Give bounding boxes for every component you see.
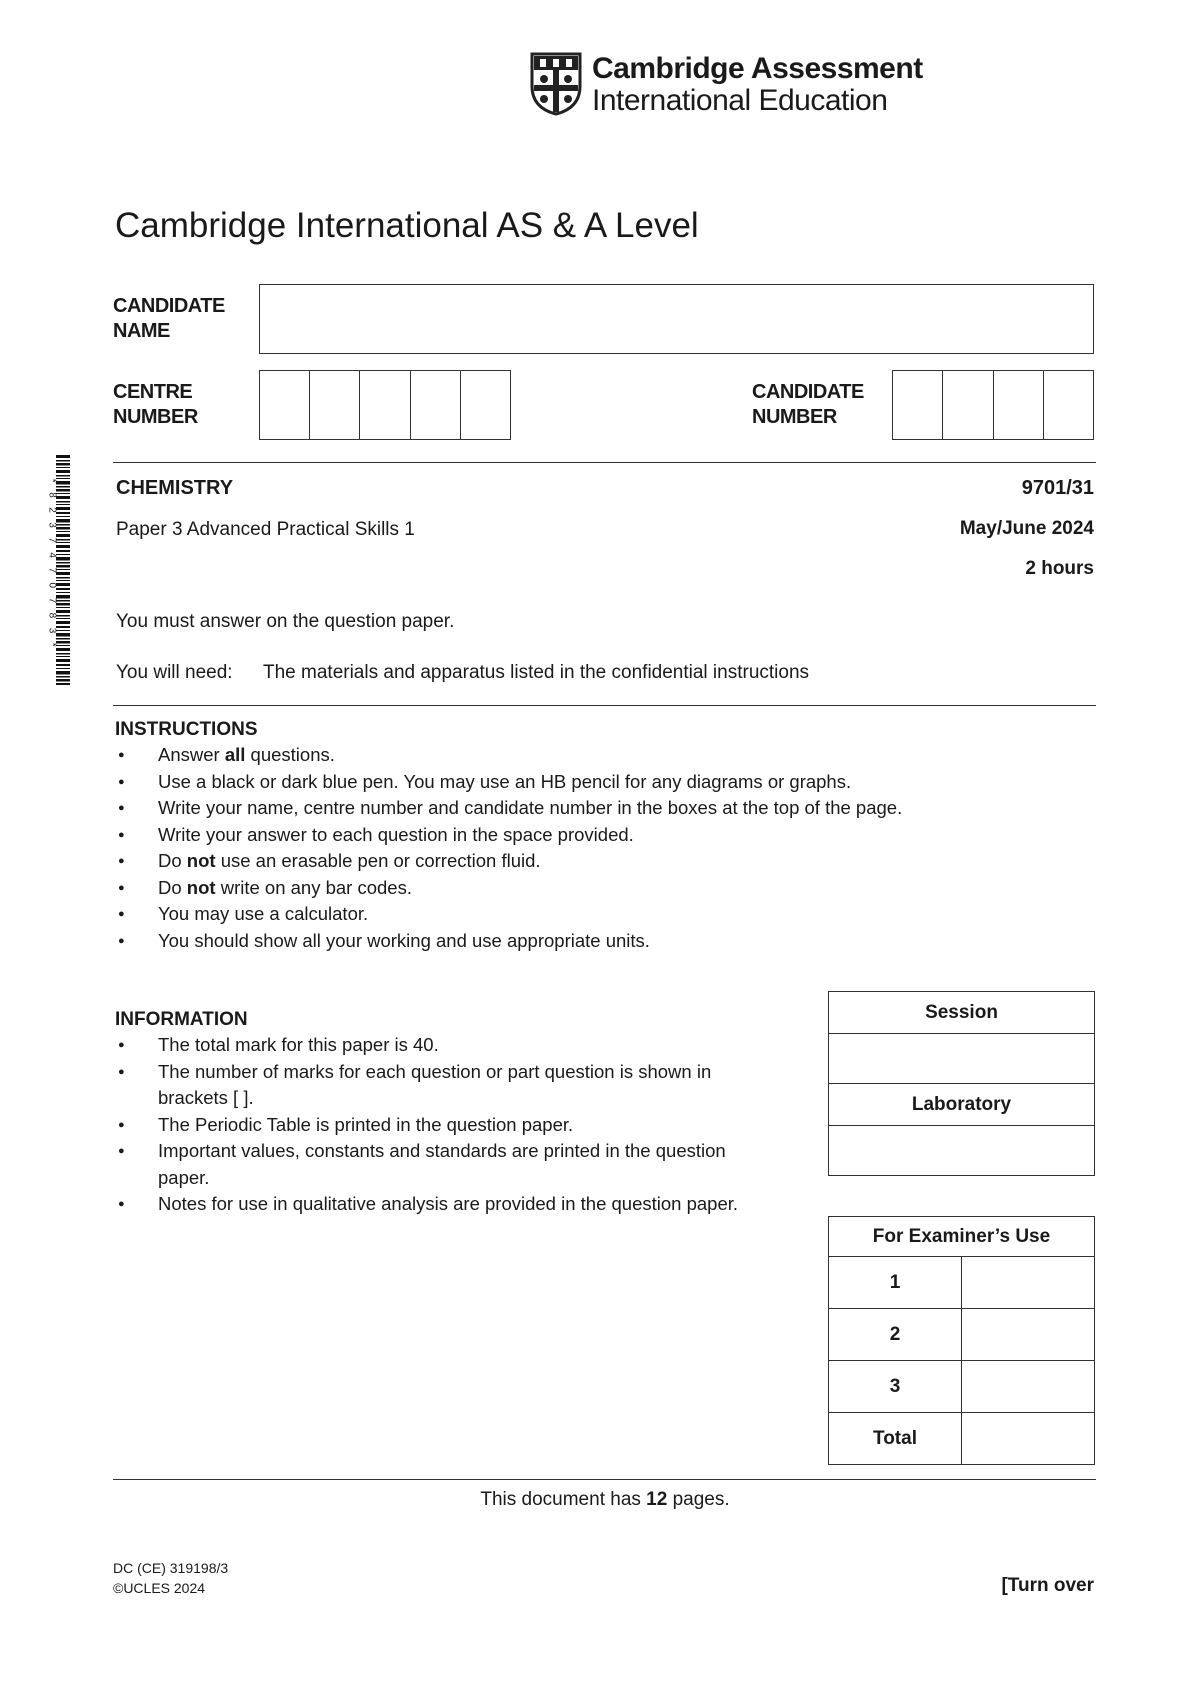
instruction-item xyxy=(115,769,1095,796)
centre-number-label xyxy=(113,380,198,430)
information-item: ● The total mark for this paper is 40. xyxy=(115,1032,775,1059)
candidate-number-label xyxy=(752,380,864,430)
examiner-use-heading: For Examiner’s Use xyxy=(829,1217,1095,1257)
centre-number-cell[interactable] xyxy=(310,371,360,439)
instruction-item xyxy=(115,875,1095,902)
instruction-text: questions. xyxy=(245,744,335,765)
page-count-note xyxy=(0,1488,1200,1512)
instruction-text: Write your answer to each question in the space provided. xyxy=(158,823,634,845)
instructions-section xyxy=(115,718,1095,954)
centre-number-cell[interactable] xyxy=(411,371,461,439)
instruction-text: You should show all your working and use appropriate units. xyxy=(158,929,650,951)
examiner-row-label: 2 xyxy=(829,1309,962,1361)
instruction-emphasis: not xyxy=(186,876,216,898)
page-count-text: pages. xyxy=(667,1489,730,1510)
information-list xyxy=(115,1032,775,1218)
logo-text-line1: Cambridge Assessment xyxy=(592,52,923,85)
materials-label: You will need: xyxy=(116,662,233,683)
examiner-mark-cell[interactable] xyxy=(962,1309,1095,1361)
syllabus-code: 9701/31 xyxy=(1021,477,1094,499)
materials-value: The materials and apparatus listed in the confidential instructions xyxy=(263,662,810,683)
session-laboratory-table xyxy=(828,991,1095,1176)
exam-session: May/June 2024 xyxy=(959,518,1094,539)
cambridge-logo xyxy=(530,52,923,122)
candidate-number-field[interactable] xyxy=(892,370,1094,440)
examiner-mark-cell[interactable] xyxy=(962,1257,1095,1309)
instruction-text: You may use a calculator. xyxy=(158,903,369,924)
examiner-row-label: 1 xyxy=(829,1257,962,1309)
instruction-text: Do xyxy=(158,850,187,871)
session-field[interactable] xyxy=(829,1034,1095,1084)
instruction-text: use an erasable pen or correction fluid. xyxy=(215,850,541,871)
candidate-number-cell[interactable] xyxy=(943,371,993,439)
information-heading: INFORMATION xyxy=(115,1009,248,1030)
centre-number-cell[interactable] xyxy=(461,371,510,439)
information-item: ● The number of marks for each question or part question is shown in brackets [ ]. xyxy=(115,1059,775,1112)
instruction-text: Do xyxy=(158,876,187,898)
examiner-row-label: 3 xyxy=(829,1361,962,1413)
information-item: ● The Periodic Table is printed in the question paper. xyxy=(115,1112,775,1139)
turn-over: [Turn over xyxy=(1001,1575,1094,1596)
instruction-emphasis: not xyxy=(186,850,216,871)
examiner-use-table xyxy=(828,1216,1095,1465)
instructions-list xyxy=(115,742,1095,954)
candidate-number-cell[interactable] xyxy=(994,371,1044,439)
examiner-mark-cell[interactable] xyxy=(962,1413,1095,1465)
page-count-text: This document has xyxy=(480,1489,647,1510)
instruction-text: write on any bar codes. xyxy=(215,876,412,898)
paper-title: Paper 3 Advanced Practical Skills 1 xyxy=(116,519,415,540)
centre-number-cell[interactable] xyxy=(260,371,310,439)
instruction-item xyxy=(115,795,1095,822)
examiner-row-label: Total xyxy=(829,1413,962,1465)
centre-number-field[interactable] xyxy=(259,370,511,440)
candidate-number-cell[interactable] xyxy=(893,371,943,439)
session-label: Session xyxy=(829,992,1095,1034)
centre-number-label-line1: CENTRE xyxy=(113,381,193,403)
barcode-digits: *8237470783* xyxy=(46,478,58,657)
examiner-mark-cell[interactable] xyxy=(962,1361,1095,1413)
document-code: DC (CE) 319198/3 xyxy=(113,1560,229,1576)
qualification-title: Cambridge International AS & A Level xyxy=(115,206,699,245)
instruction-item xyxy=(115,928,1095,955)
crest-icon xyxy=(530,52,582,116)
divider-middle xyxy=(113,705,1096,706)
candidate-name-field[interactable] xyxy=(259,284,1094,354)
instruction-text: Use a black or dark blue pen. You may use an HB pencil for any diagrams or graphs. xyxy=(158,770,852,792)
candidate-name-label-line1: CANDIDATE xyxy=(113,295,225,317)
instruction-item xyxy=(115,848,1095,875)
centre-number-cell[interactable] xyxy=(360,371,410,439)
barcode xyxy=(44,455,70,685)
information-section xyxy=(115,1008,775,1218)
logo-text-line2: International Education xyxy=(592,84,888,117)
instruction-item xyxy=(115,742,1095,769)
candidate-name-label xyxy=(113,294,225,344)
duration: 2 hours xyxy=(1025,558,1094,579)
laboratory-label: Laboratory xyxy=(829,1084,1095,1126)
candidate-number-cell[interactable] xyxy=(1044,371,1093,439)
information-item: ● Important values, constants and standards are printed in the question paper. xyxy=(115,1138,775,1191)
centre-number-label-line2: NUMBER xyxy=(113,406,198,428)
candidate-name-label-line2: NAME xyxy=(113,320,170,342)
instruction-text: Answer xyxy=(158,744,225,765)
instruction-item xyxy=(115,822,1095,849)
information-item: ● Notes for use in qualitative analysis are provided in the question paper. xyxy=(115,1191,775,1218)
page-count-number: 12 xyxy=(646,1489,668,1510)
candidate-number-label-line2: NUMBER xyxy=(752,406,837,428)
laboratory-field[interactable] xyxy=(829,1126,1095,1176)
candidate-number-label-line1: CANDIDATE xyxy=(752,381,864,403)
instruction-text: Write your name, centre number and candidate number in the boxes at the top of the page. xyxy=(158,797,903,818)
divider-bottom xyxy=(113,1479,1096,1480)
instructions-heading: INSTRUCTIONS xyxy=(115,719,258,740)
document-code-block xyxy=(113,1558,228,1598)
divider-top xyxy=(113,462,1096,463)
subject: CHEMISTRY xyxy=(116,477,234,499)
instruction-emphasis: all xyxy=(224,744,246,765)
answer-note: You must answer on the question paper. xyxy=(116,611,455,632)
instruction-item xyxy=(115,901,1095,928)
copyright: ©UCLES 2024 xyxy=(113,1580,206,1596)
